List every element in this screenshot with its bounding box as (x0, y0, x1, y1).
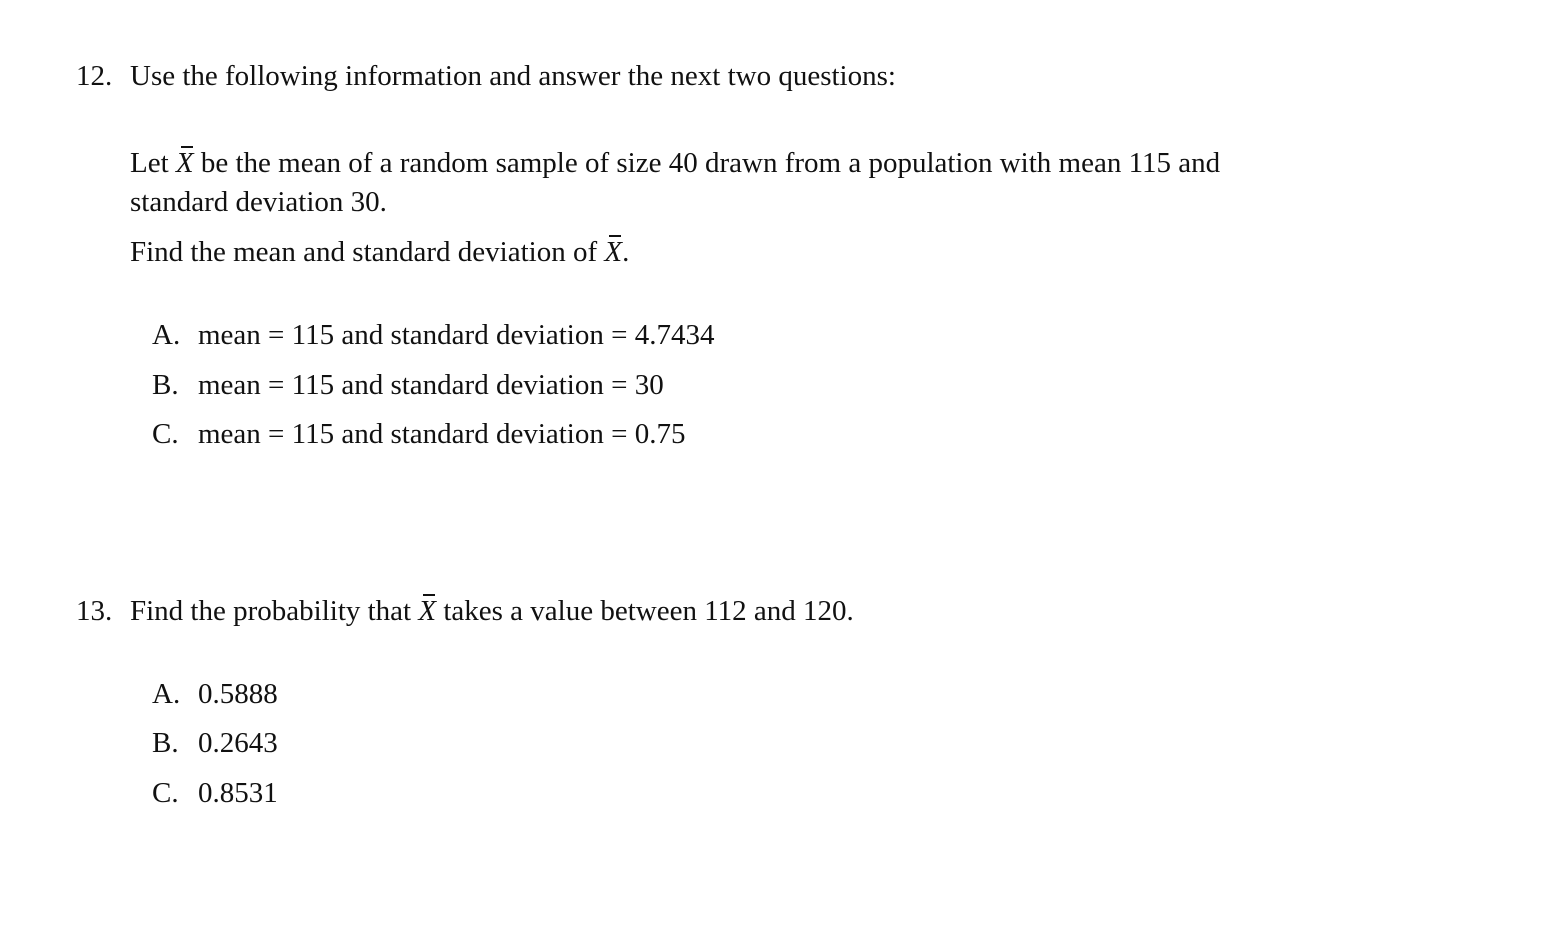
option-text: mean = 115 and standard deviation = 30 (198, 369, 664, 401)
option-text: mean = 115 and standard deviation = 0.75 (198, 418, 686, 450)
question-context-line1 (130, 149, 1220, 178)
option-text: 0.5888 (198, 678, 278, 710)
context-text-pre: Let (130, 147, 169, 179)
option-letter: A. (152, 319, 181, 351)
option-letter: B. (152, 727, 179, 759)
option-text: 0.2643 (198, 727, 278, 759)
prompt-text-post: takes a value between 112 and 120. (443, 595, 854, 627)
option-text: mean = 115 and standard deviation = 4.7434 (198, 319, 715, 351)
context-text-post: be the mean of a random sample of size 40 drawn from a population with mean 115 and (200, 147, 1221, 179)
option-text: 0.8531 (198, 777, 278, 809)
question-number: 12. (76, 60, 113, 92)
option-letter: C. (152, 777, 179, 809)
prompt-text-pre: Find the probability that (130, 595, 412, 627)
question-prompt (130, 597, 854, 626)
x-bar-symbol: X (175, 147, 194, 179)
prompt-text-post: . (622, 236, 630, 268)
question-intro: Use the following information and answer the next two questions: (130, 60, 896, 92)
question-number: 13. (76, 595, 113, 627)
option-letter: B. (152, 369, 179, 401)
prompt-text-pre: Find the mean and standard deviation of (130, 236, 598, 268)
x-bar-symbol: X (418, 595, 437, 627)
option-letter: A. (152, 678, 181, 710)
question-context-line2: standard deviation 30. (130, 186, 387, 218)
question-prompt (130, 238, 629, 267)
x-bar-symbol: X (604, 236, 623, 268)
option-letter: C. (152, 418, 179, 450)
